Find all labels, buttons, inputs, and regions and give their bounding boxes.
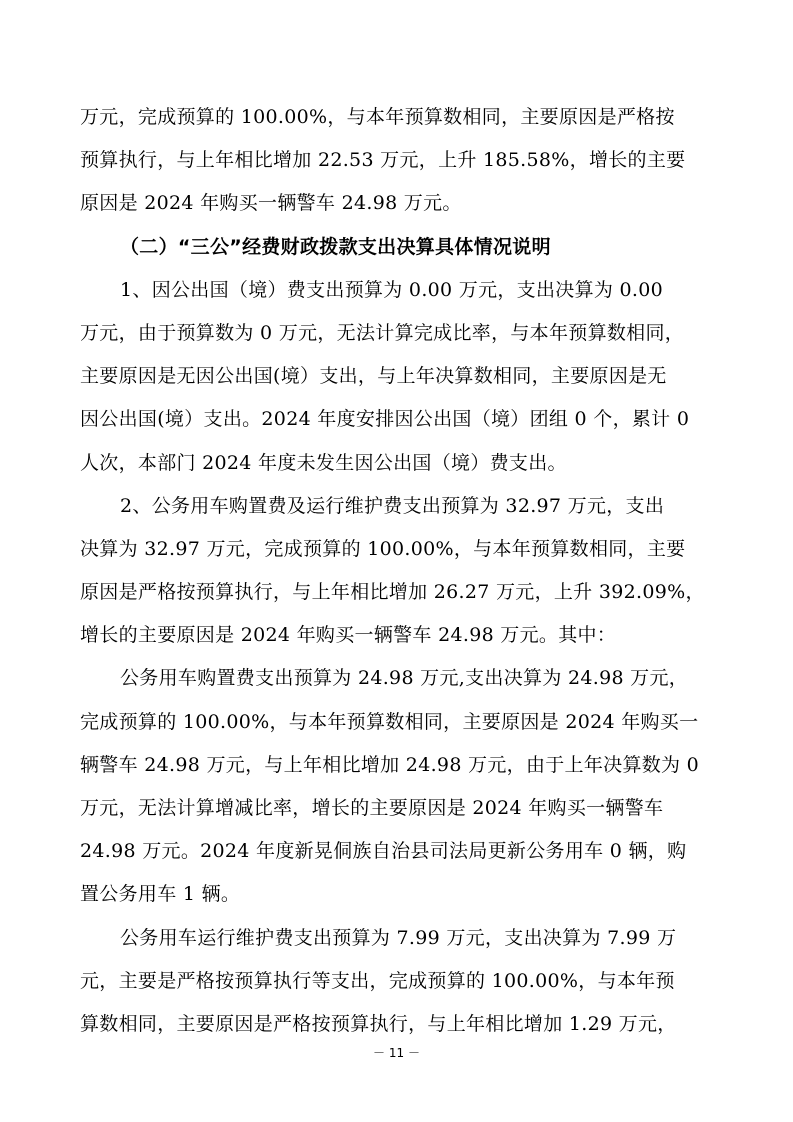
document-body — [80, 96, 714, 1046]
paragraph-line: 万元，无法计算增减比率，增长的主要原因是 2024 年购买一辆警车 — [80, 797, 664, 819]
paragraph-line: 算数相同，主要原因是严格按预算执行，与上年相比增加 1.29 万元， — [80, 1012, 677, 1035]
paragraph-line: 元，主要是严格按预算执行等支出，完成预算的 100.00%，与本年预 — [80, 969, 675, 992]
paragraph-line: 增长的主要原因是 2024 年购买一辆警车 24.98 万元。其中： — [80, 624, 617, 647]
paragraph-line: 置公务用车 1 辆。 — [80, 883, 241, 906]
paragraph-line: 预算执行，与上年相比增加 22.53 万元，上升 185.58%，增长的主要 — [80, 149, 686, 172]
paragraph-line: 完成预算的 100.00%，与本年预算数相同，主要原因是 2024 年购买一 — [80, 710, 699, 733]
section-heading: （二）“三公”经费财政拨款支出决算具体情况说明 — [120, 235, 551, 258]
paragraph-line: 决算为 32.97 万元，完成预算的 100.00%，与本年预算数相同，主要 — [80, 537, 686, 560]
paragraph-line: 因公出国(境）支出。2024 年度安排因公出国（境）团组 0 个，累计 0 — [80, 408, 690, 431]
paragraph-line: 人次，本部门 2024 年度未发生因公出国（境）费支出。 — [80, 451, 567, 474]
paragraph-line: 公务用车购置费支出预算为 24.98 万元,支出决算为 24.98 万元， — [120, 667, 689, 690]
paragraph-line: 2、公务用车购置费及运行维护费支出预算为 32.97 万元，支出 — [120, 494, 665, 517]
paragraph-line: 主要原因是无因公出国(境）支出，与上年决算数相同，主要原因是无 — [80, 365, 667, 388]
paragraph-line: 公务用车运行维护费支出预算为 7.99 万元，支出决算为 7.99 万 — [120, 926, 677, 949]
paragraph-line: 万元，完成预算的 100.00%，与本年预算数相同，主要原因是严格按 — [80, 106, 675, 128]
paragraph-line: 24.98 万元。2024 年度新晃侗族自治县司法局更新公务用车 0 辆，购 — [80, 840, 687, 863]
paragraph-line: 万元，由于预算数为 0 万元，无法计算完成比率，与本年预算数相同， — [80, 321, 685, 344]
paragraph-line: 原因是 2024 年购买一辆警车 24.98 万元。 — [80, 192, 462, 215]
paragraph-line: 辆警车 24.98 万元，与上年相比增加 24.98 万元，由于上年决算数为 0 — [80, 753, 700, 776]
paragraph-line: 1、因公出国（境）费支出预算为 0.00 万元，支出决算为 0.00 — [120, 278, 664, 301]
page-number: － 11 － — [373, 1046, 420, 1060]
paragraph-line: 原因是严格按预算执行，与上年相比增加 26.27 万元，上升 392.09%， — [80, 581, 705, 604]
